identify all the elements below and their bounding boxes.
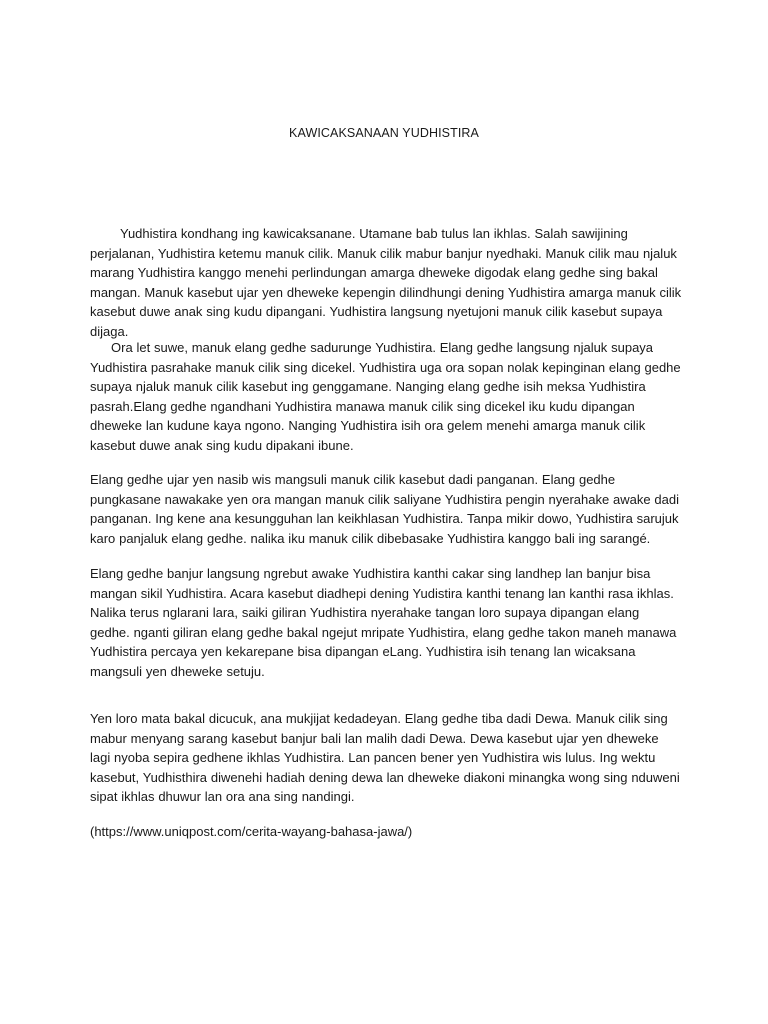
paragraph-2: Ora let suwe, manuk elang gedhe sadurunge Yudhistira. Elang gedhe langsung njaluk supaya Yudhistira pasrahake manuk cilik sing dicekel. Yudhistira uga ora sopan nolak kepinginan elang gedhe supaya njaluk manuk cilik kasebut ing genggamane. Nanging elang gedhe isih meksa Yudhistira pasrah.Elang gedhe ngandhani Yudhistira manawa manuk cilik sing dicekel iku kudu dipangan dheweke lan kudune kaya ngono. Nanging Yudhistira isih ora gelem menehi amarga manuk cilik kasebut duwe anak sing kudu dipakani ibune. [90,340,681,453]
document-title: KAWICAKSANAAN YUDHISTIRA [289,126,479,140]
source-citation: (https://www.uniqpost.com/cerita-wayang-bahasa-jawa/) [90,824,413,839]
paragraph-1: Yudhistira kondhang ing kawicaksanane. Utamane bab tulus lan ikhlas. Salah sawijining perjalanan, Yudhistira ketemu manuk cilik. Manuk cilik mabur banjur nyedhaki. Manuk cilik mau njaluk marang Yudhistira kanggo menehi perlindungan amarga dheweke digodak elang gedhe sing bakal mangan. Manuk kasebut ujar yen dheweke kepengin dilindhungi dening Yudhistira amarga manuk cilik kasebut duwe anak sing kudu dipangani. Yudhistira langsung nyetujoni manuk cilik kasebut supaya dijaga. [90,226,682,339]
paragraph-5: Yen loro mata bakal dicucuk, ana mukjijat kedadeyan. Elang gedhe tiba dadi Dewa. Manuk cilik sing mabur menyang sarang kasebut banjur bali lan malih dadi Dewa. Dewa kasebut ujar yen dheweke lagi nyoba sepira gedhene ikhlas Yudhistira. Lan pancen bener yen Yudhistira wis lulus. Ing wektu kasebut, Yudhisthira diwenehi hadiah dening dewa lan dheweke diakoni minangka wong sing nduweni sipat ikhlas dhuwur lan ora ana sing nandingi. [90,711,680,805]
paragraph-4: Elang gedhe banjur langsung ngrebut awake Yudhistira kanthi cakar sing landhep lan banjur bisa mangan sikil Yudhistira. Acara kasebut diadhepi dening Yudistira kanthi tenang lan kanthi rasa ikhlas. Nalika terus nglarani lara, saiki giliran Yudhistira nyerahake tangan loro supaya dipangan elang gedhe. nganti giliran elang gedhe bakal ngejut mripate Yudhistira, elang gedhe takon maneh manawa Yudhistira percaya yen kekarepane bisa dipangan eLang. Yudhistira isih tenang lan wicaksana mangsuli yen dheweke setuju. [90,566,677,679]
paragraph-3: Elang gedhe ujar yen nasib wis mangsuli manuk cilik kasebut dadi panganan. Elang gedhe pungkasane nawakake yen ora mangan manuk cilik saliyane Yudhistira pengin nyerahake awake dadi panganan. Ing kene ana kesungguhan lan keikhlasan Yudhistira. Tanpa mikir dowo, Yudhistira sarujuk karo panjaluk elang gedhe. nalika iku manuk cilik dibebasake Yudhistira kanggo bali ing sarangé. [90,472,679,546]
